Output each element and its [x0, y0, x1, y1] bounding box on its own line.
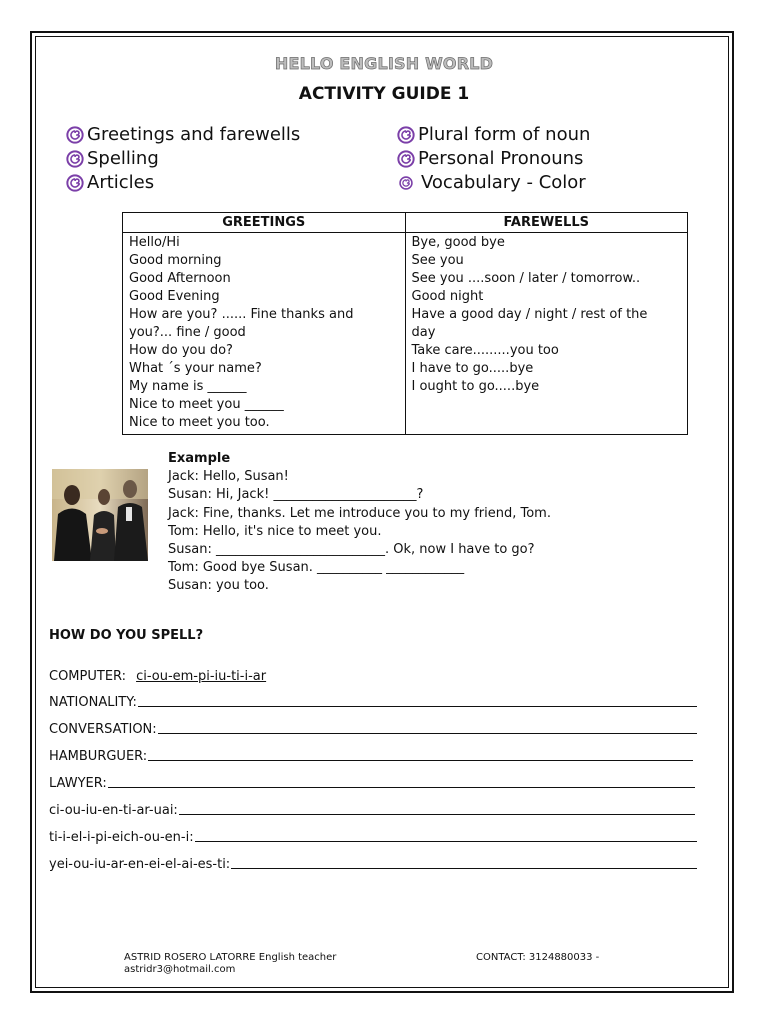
- farewell-phrase: See you: [411, 253, 464, 268]
- dialog-line: Susan: __________________________. Ok, now I have to go?: [168, 542, 535, 558]
- spelling-heading: HOW DO YOU SPELL?: [49, 628, 204, 643]
- greeting-phrase: Nice to meet you too.: [129, 415, 270, 430]
- greetings-header: GREETINGS: [123, 213, 406, 233]
- dialog-line: Tom: Good bye Susan. __________ ____________: [168, 560, 465, 576]
- dialog-line: Jack: Hello, Susan!: [168, 469, 289, 485]
- greetings-column: [123, 233, 406, 435]
- answer-blank[interactable]: [138, 694, 697, 707]
- topic-label: Spelling: [87, 148, 159, 169]
- greeting-phrase: Good morning: [129, 253, 222, 268]
- spiral-bullet-icon: [66, 150, 84, 168]
- farewell-phrase: day: [411, 325, 436, 340]
- dialog-line: Susan: Hi, Jack! ______________________?: [168, 487, 424, 503]
- farewell-phrase: Take care.........you too: [411, 343, 559, 358]
- greeting-phrase: Good Afternoon: [129, 271, 231, 286]
- spelling-row: [49, 690, 697, 710]
- spelling-row: [49, 717, 697, 737]
- spelling-word: ti-i-el-i-pi-eich-ou-en-i:: [49, 830, 194, 845]
- spelling-row: [49, 744, 693, 764]
- topic-label: Articles: [87, 172, 155, 193]
- topic-label: Vocabulary - Color: [421, 172, 586, 193]
- example-title: Example: [168, 451, 231, 466]
- topic-label: Personal Pronouns: [418, 148, 584, 169]
- greeting-phrase: you?... fine / good: [129, 325, 246, 340]
- spelling-row: [49, 825, 697, 845]
- greeting-phrase: How do you do?: [129, 343, 233, 358]
- answer-blank[interactable]: [195, 829, 697, 842]
- greeting-phrase: Good Evening: [129, 289, 220, 304]
- topic-articles: [66, 171, 154, 195]
- answer-blank[interactable]: [148, 748, 693, 761]
- answer-blank[interactable]: [108, 775, 695, 788]
- greeting-phrase: How are you? ...... Fine thanks and: [129, 307, 354, 322]
- greeting-phrase: My name is ______: [129, 379, 247, 394]
- farewell-phrase: See you ....soon / later / tomorrow..: [411, 271, 641, 286]
- topic-label: Greetings and farewells: [87, 124, 301, 145]
- dialog-line: Susan: you too.: [168, 578, 269, 594]
- answer-blank[interactable]: [231, 856, 697, 869]
- greetings-farewells-table: [122, 212, 688, 435]
- activity-guide-heading: ACTIVITY GUIDE 1: [298, 84, 470, 104]
- author-name: ASTRID ROSERO LATORRE English teacher: [124, 952, 337, 963]
- spelling-word: HAMBURGUER:: [49, 749, 148, 764]
- greeting-photo: [52, 469, 148, 561]
- spelling-word: LAWYER:: [49, 776, 107, 791]
- example-dialog: [168, 450, 551, 596]
- greeting-phrase: What ´s your name?: [129, 361, 262, 376]
- spelling-answer: ci-ou-em-pi-iu-ti-i-ar: [136, 669, 267, 684]
- spiral-bullet-icon: [397, 150, 415, 168]
- footer-author: [124, 952, 336, 976]
- farewell-phrase: I have to go.....bye: [411, 361, 534, 376]
- answer-blank[interactable]: [158, 721, 697, 734]
- topic-spelling: [66, 147, 159, 171]
- topic-label: Plural form of noun: [418, 124, 591, 145]
- spelling-word: COMPUTER:: [49, 669, 127, 684]
- spelling-word: CONVERSATION:: [49, 722, 157, 737]
- greeting-phrase: Hello/Hi: [129, 235, 180, 250]
- topic-personal-pronouns: [397, 147, 583, 171]
- farewells-header: FAREWELLS: [405, 213, 688, 233]
- greeting-phrase: Nice to meet you ______: [129, 397, 284, 412]
- spelling-row: [49, 664, 349, 684]
- spelling-word: NATIONALITY:: [49, 695, 137, 710]
- spiral-bullet-icon: [66, 174, 84, 192]
- spelling-word: yei-ou-iu-ar-en-ei-el-ai-es-ti:: [49, 857, 231, 872]
- farewell-phrase: I ought to go.....bye: [411, 379, 540, 394]
- farewell-phrase: Bye, good bye: [411, 235, 505, 250]
- answer-blank[interactable]: [179, 802, 695, 815]
- farewells-column: [405, 233, 688, 435]
- spiral-bullet-icon: [66, 126, 84, 144]
- author-email: astridr3@hotmail.com: [124, 964, 236, 975]
- spelling-row: [49, 852, 697, 872]
- footer-contact: CONTACT: 3124880033 -: [476, 952, 600, 963]
- topic-vocabulary-color: [397, 171, 586, 195]
- spiral-bullet-icon: [397, 126, 415, 144]
- topic-plural-noun: [397, 123, 590, 147]
- spiral-bullet-icon: [399, 176, 413, 190]
- spelling-word: ci-ou-iu-en-ti-ar-uai:: [49, 803, 178, 818]
- dialog-line: Tom: Hello, it's nice to meet you.: [168, 523, 382, 539]
- farewell-phrase: Have a good day / night / rest of the: [411, 307, 648, 322]
- spelling-row: [49, 771, 695, 791]
- dialog-line: Jack: Fine, thanks. Let me introduce you to my friend, Tom.: [168, 505, 551, 521]
- worksheet-title: HELLO ENGLISH WORLD: [274, 54, 494, 73]
- topic-greetings-farewells: [66, 123, 300, 147]
- spelling-row: [49, 798, 695, 818]
- farewell-phrase: Good night: [411, 289, 484, 304]
